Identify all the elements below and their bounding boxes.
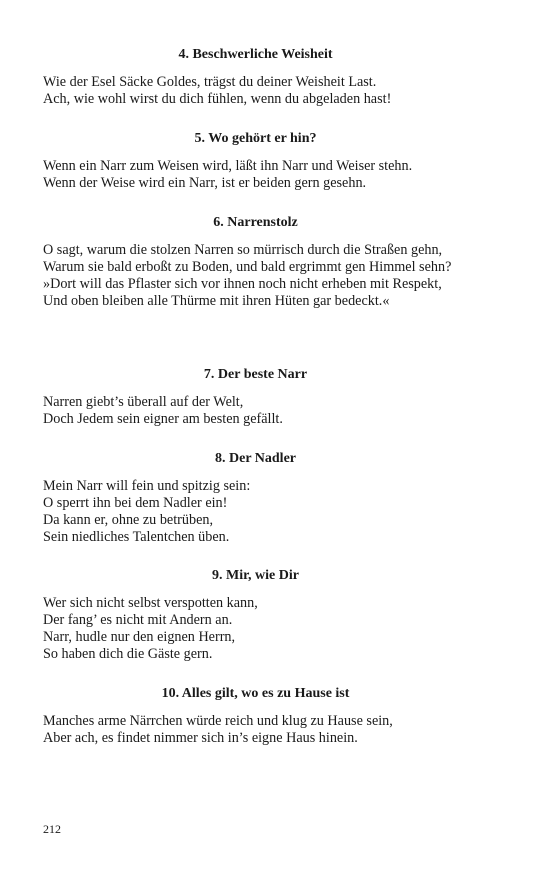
poem-body xyxy=(43,478,468,546)
poem-4 xyxy=(43,46,468,108)
poem-line: O sagt, warum die stolzen Narren so mürrisch durch die Straßen gehn, xyxy=(43,242,443,258)
poem-9 xyxy=(43,567,468,663)
poem-body xyxy=(43,713,468,747)
poem-line: Manches arme Närrchen würde reich und klug zu Hause sein, xyxy=(43,713,393,729)
page-number: 212 xyxy=(43,822,61,836)
poem-body xyxy=(43,74,468,108)
poem-title: 5. Wo gehört er hin? xyxy=(194,131,317,146)
poem-body xyxy=(43,394,468,428)
poem-line: Da kann er, ohne zu betrüben, xyxy=(43,512,214,528)
poem-line: Wie der Esel Säcke Goldes, trägst du deiner Weisheit Last. xyxy=(43,74,377,90)
poem-line: Warum sie bald erboßt zu Boden, und bald ergrimmt gen Himmel sehn? xyxy=(43,259,452,275)
poem-title: 10. Alles gilt, wo es zu Hause ist xyxy=(161,686,350,701)
poem-5 xyxy=(43,130,468,192)
poem-title: 6. Narrenstolz xyxy=(213,215,298,230)
poem-7 xyxy=(43,366,468,428)
poem-line: Wer sich nicht selbst verspotten kann, xyxy=(43,595,258,611)
poem-title: 8. Der Nadler xyxy=(215,451,296,466)
poem-line: Mein Narr will fein und spitzig sein: xyxy=(43,478,251,494)
poem-line: Narren giebt’s überall auf der Welt, xyxy=(43,394,244,410)
poem-line: Und oben bleiben alle Thürme mit ihren Hüten gar bedeckt.« xyxy=(43,293,390,309)
poem-body xyxy=(43,242,468,310)
poem-line: Doch Jedem sein eigner am besten gefällt. xyxy=(43,411,283,427)
poem-line: Wenn ein Narr zum Weisen wird, läßt ihn Narr und Weiser stehn. xyxy=(43,158,413,174)
poem-line: So haben dich die Gäste gern. xyxy=(43,646,213,662)
poem-line: »Dort will das Pflaster sich vor ihnen noch nicht erheben mit Respekt, xyxy=(43,276,442,292)
poem-title: 9. Mir, wie Dir xyxy=(212,568,299,583)
poem-body xyxy=(43,158,468,192)
poem-6 xyxy=(43,214,468,310)
poem-10 xyxy=(43,685,468,747)
poem-line: Wenn der Weise wird ein Narr, ist er beiden gern gesehn. xyxy=(43,175,367,191)
poem-line: Sein niedliches Talentchen üben. xyxy=(43,529,230,545)
poem-line: Der fang’ es nicht mit Andern an. xyxy=(43,612,233,628)
poem-8 xyxy=(43,450,468,546)
poem-line: Aber ach, es findet nimmer sich in’s eigne Haus hinein. xyxy=(43,730,358,746)
poem-line: O sperrt ihn bei dem Nadler ein! xyxy=(43,495,228,511)
poem-body xyxy=(43,595,468,663)
poem-line: Narr, hudle nur den eignen Herrn, xyxy=(43,629,236,645)
poem-title: 4. Beschwerliche Weisheit xyxy=(178,47,333,62)
poem-line: Ach, wie wohl wirst du dich fühlen, wenn du abgeladen hast! xyxy=(43,91,392,107)
poem-title: 7. Der beste Narr xyxy=(203,367,308,382)
